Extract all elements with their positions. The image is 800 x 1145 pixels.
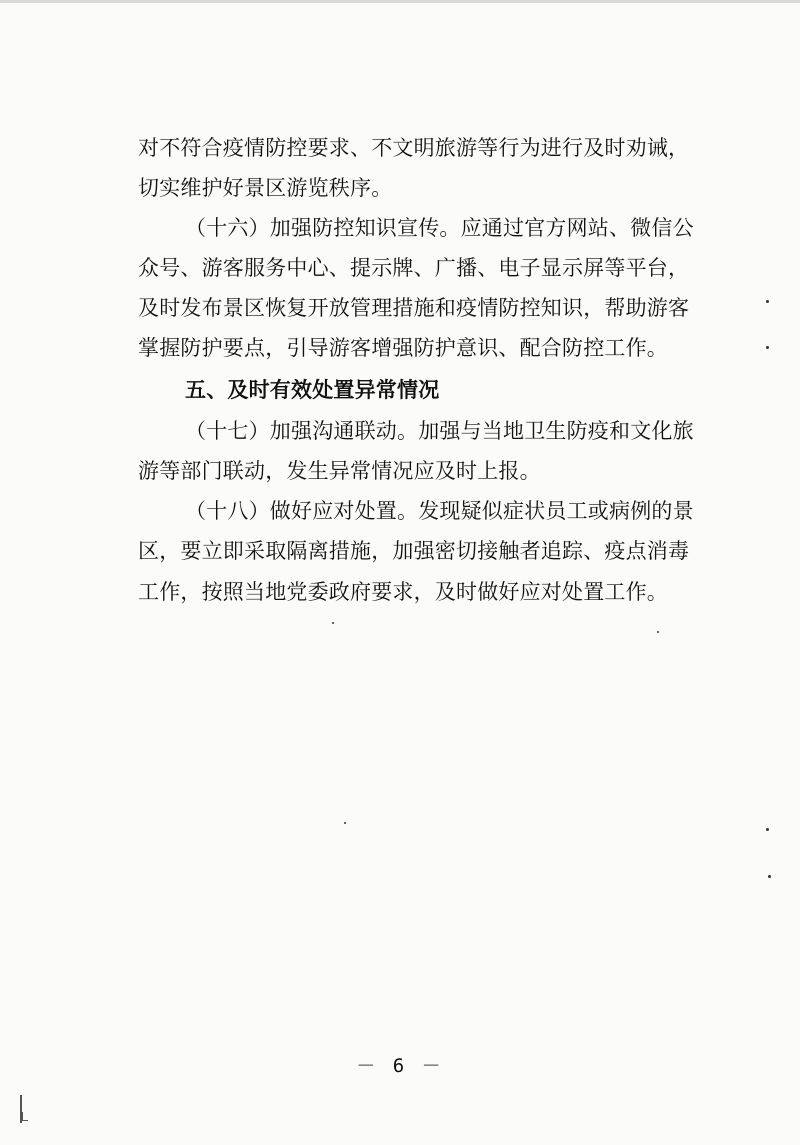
paragraph-line: 工作，按照当地党委政府要求，及时做好应对处置工作。 — [138, 580, 668, 604]
paragraph-line: 对不符合疫情防控要求、不文明旅游等行为进行及时劝诫， — [138, 136, 690, 160]
section-heading: 五、及时有效处置异常情况 — [185, 378, 440, 402]
binder-mark — [22, 1112, 28, 1121]
paragraph-line: 游等部门联动，发生异常情况应及时上报。 — [138, 459, 541, 483]
scan-speck — [766, 346, 769, 349]
paragraph-line: （十七）加强沟通联动。加强与当地卫生防疫和文化旅 — [185, 419, 694, 443]
paragraph-line: 掌握防护要点，引导游客增强防护意识、配合防控工作。 — [138, 336, 668, 360]
paragraph-line: （十八）做好应对处置。发现疑似症状员工或病例的景 — [185, 499, 694, 523]
paragraph-line: （十六）加强防控知识宣传。应通过官方网站、微信公 — [185, 216, 694, 240]
scan-speck — [768, 875, 771, 878]
scan-speck — [344, 822, 346, 824]
scan-speck — [766, 828, 769, 831]
paragraph-line: 区，要立即采取隔离措施，加强密切接触者追踪、疫点消毒 — [138, 539, 690, 563]
page-number: － 6 － — [356, 1055, 444, 1077]
scan-top-edge — [0, 0, 800, 3]
scan-speck — [766, 300, 769, 303]
paragraph-line: 众号、游客服务中心、提示牌、广播、电子显示屏等平台， — [138, 256, 690, 280]
paragraph-line: 切实维护好景区游览秩序。 — [138, 176, 393, 200]
scan-speck — [657, 631, 659, 633]
scan-speck — [332, 622, 334, 624]
paragraph-line: 及时发布景区恢复开放管理措施和疫情防控知识，帮助游客 — [138, 296, 690, 320]
